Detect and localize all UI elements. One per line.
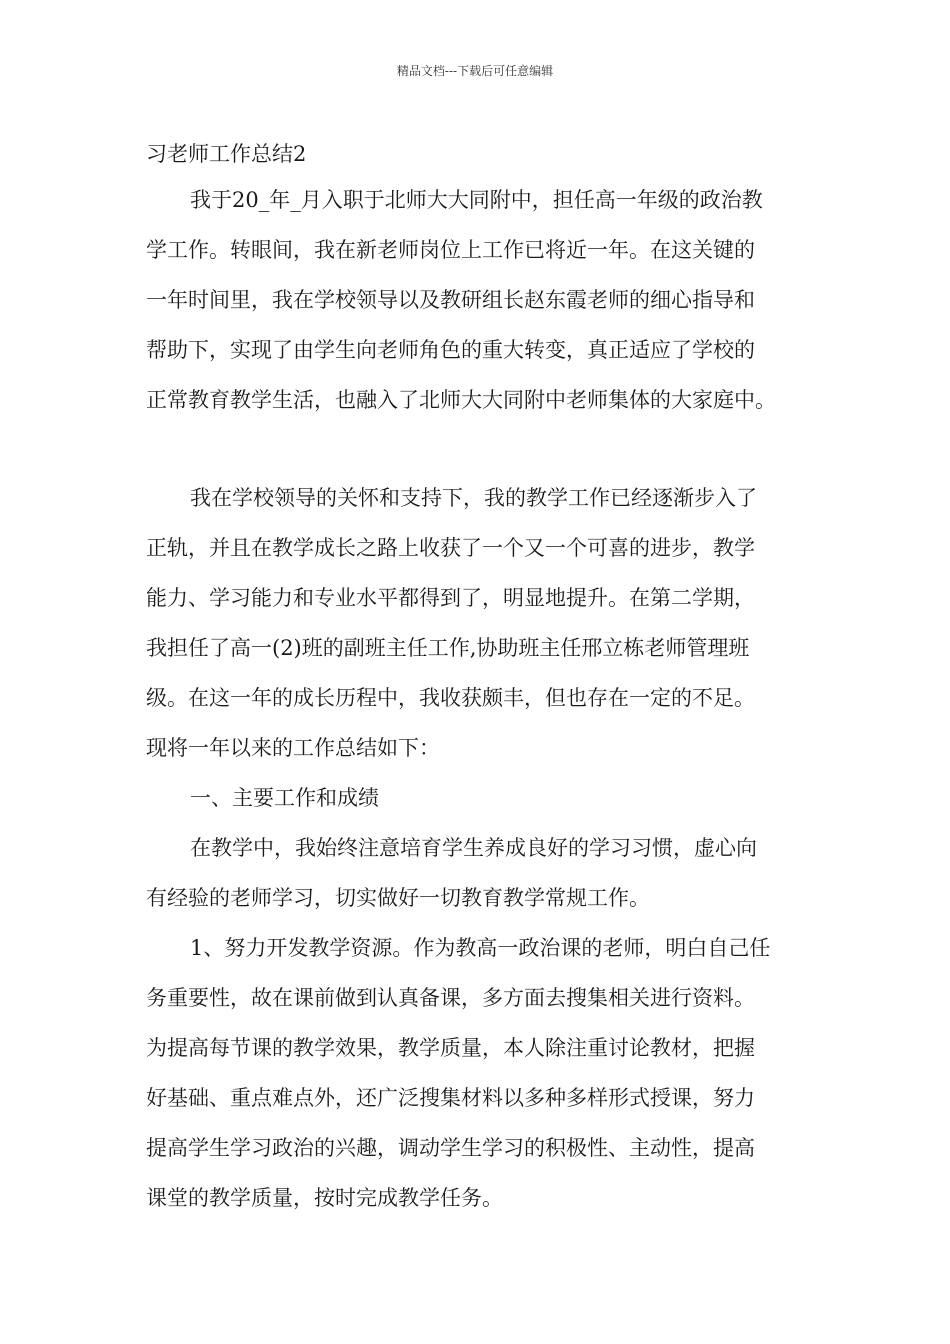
body-line: 能力、学习能力和专业水平都得到了，明显地提升。在第二学期， [146, 586, 755, 610]
body-line: 正轨，并且在教学成长之路上收获了一个又一个可喜的进步，教学 [146, 536, 755, 560]
page-header: 精品文档---下载后可任意编辑 [396, 64, 554, 78]
body-line: 帮助下，实现了由学生向老师角色的重大转变，真正适应了学校的 [146, 338, 755, 362]
body-line: 一年时间里，我在学校领导以及教研组长赵东霞老师的细心指导和 [146, 288, 755, 312]
body-line: 级。在这一年的成长历程中，我收获颇丰，但也存在一定的不足。 [146, 686, 755, 710]
body-line: 我在学校领导的关怀和支持下，我的教学工作已经逐渐步入了 [190, 486, 757, 510]
body-line: 课堂的教学质量，按时完成教学任务。 [146, 1186, 503, 1210]
body-line: 我担任了高一(2)班的副班主任工作,协助班主任邢立栋老师管理班 [146, 636, 750, 660]
body-line: 现将一年以来的工作总结如下： [146, 736, 440, 760]
section-heading: 一、主要工作和成绩 [190, 786, 379, 810]
body-line: 提高学生学习政治的兴趣，调动学生学习的积极性、主动性，提高 [146, 1136, 755, 1160]
body-line: 好基础、重点难点外，还广泛搜集材料以多种多样形式授课，努力 [146, 1086, 755, 1110]
body-line: 在教学中，我始终注意培育学生养成良好的学习习惯，虚心向 [190, 836, 757, 860]
body-line: 正常教育教学生活，也融入了北师大大同附中老师集体的大家庭中。 [146, 388, 776, 412]
body-line: 有经验的老师学习，切实做好一切教育教学常规工作。 [146, 886, 650, 910]
document-title: 习老师工作总结2 [146, 142, 307, 166]
body-line: 我于20_年_月入职于北师大大同附中，担任高一年级的政治教 [190, 188, 763, 212]
body-line: 为提高每节课的教学效果，教学质量，本人除注重讨论教材，把握 [146, 1036, 755, 1060]
body-line: 学工作。转眼间，我在新老师岗位上工作已将近一年。在这关键的 [146, 238, 755, 262]
body-line: 1、努力开发教学资源。作为教高一政治课的老师，明白自己任 [190, 936, 771, 960]
body-line: 务重要性，故在课前做到认真备课，多方面去搜集相关进行资料。 [146, 986, 755, 1010]
